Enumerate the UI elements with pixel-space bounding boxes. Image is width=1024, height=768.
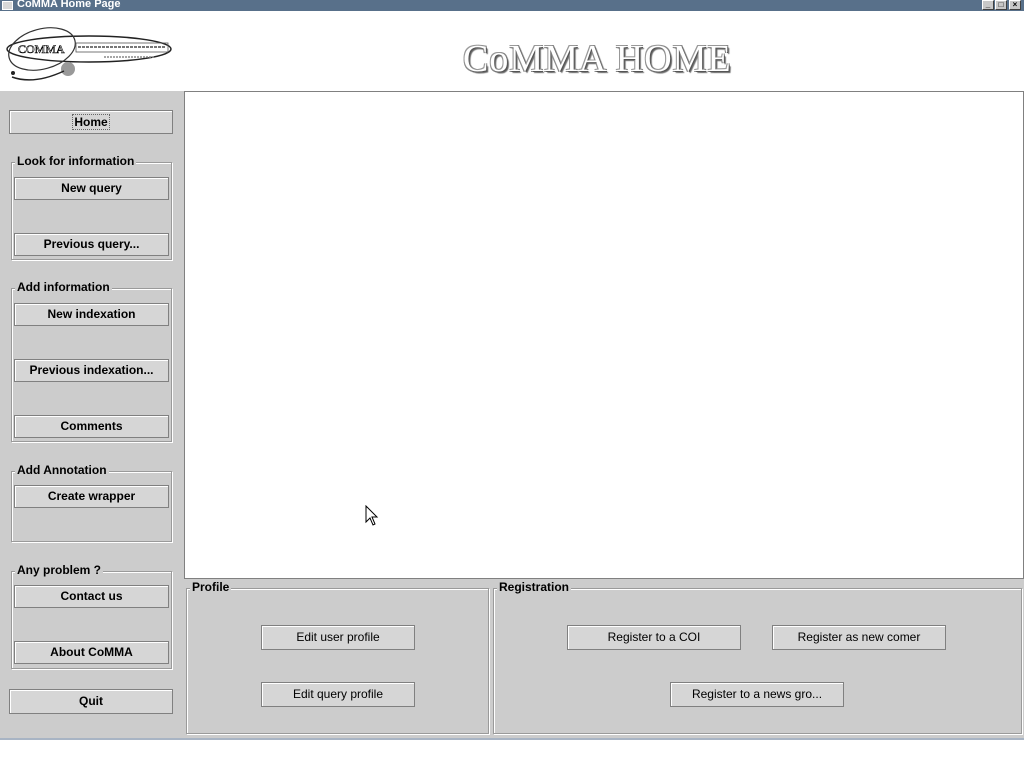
- look-for-information-group: [11, 154, 172, 260]
- profile-title: Profile: [192, 580, 230, 594]
- create-wrapper-button[interactable]: Create wrapper: [14, 485, 169, 508]
- logo-text: COMMA: [18, 42, 65, 56]
- previous-query-button[interactable]: Previous query...: [14, 233, 169, 256]
- any-problem-title: Any problem ?: [17, 563, 102, 577]
- comments-button[interactable]: Comments: [14, 415, 169, 438]
- any-problem-group: [11, 563, 172, 669]
- registration-group: [493, 580, 1022, 734]
- window-titlebar: [0, 0, 1024, 11]
- add-annotation-group: [11, 463, 172, 542]
- header: [0, 11, 1024, 91]
- edit-query-profile-button[interactable]: Edit query profile: [261, 682, 415, 707]
- new-query-button[interactable]: New query: [14, 177, 169, 200]
- add-annotation-title: Add Annotation: [17, 463, 107, 477]
- page-title: CoMMA HOME: [463, 38, 732, 80]
- mouse-cursor-icon: [365, 505, 379, 527]
- main-content-panel[interactable]: [184, 91, 1024, 579]
- app-icon: [2, 1, 13, 10]
- register-new-comer-button[interactable]: Register as new comer: [772, 625, 946, 650]
- minimize-button[interactable]: _: [982, 0, 994, 10]
- maximize-button[interactable]: □: [995, 0, 1007, 10]
- look-for-information-title: Look for information: [17, 154, 135, 168]
- register-coi-button[interactable]: Register to a COI: [567, 625, 741, 650]
- register-news-group-button[interactable]: Register to a news gro...: [670, 682, 844, 707]
- close-button[interactable]: ×: [1009, 0, 1021, 10]
- bottom-panel: [184, 579, 1024, 738]
- about-comma-button[interactable]: About CoMMA: [14, 641, 169, 664]
- comma-logo: [4, 19, 174, 85]
- profile-group: [186, 580, 489, 734]
- edit-user-profile-button[interactable]: Edit user profile: [261, 625, 415, 650]
- previous-indexation-button[interactable]: Previous indexation...: [14, 359, 169, 382]
- new-indexation-button[interactable]: New indexation: [14, 303, 169, 326]
- home-button-label: Home: [74, 115, 108, 129]
- registration-title: Registration: [499, 580, 570, 594]
- contact-us-button[interactable]: Contact us: [14, 585, 169, 608]
- sidebar: [0, 91, 184, 738]
- add-information-title: Add information: [17, 280, 110, 294]
- window-title: CoMMA Home Page: [17, 0, 121, 10]
- add-information-group: [11, 280, 172, 442]
- quit-button[interactable]: Quit: [9, 689, 173, 714]
- status-bar: [0, 738, 1024, 768]
- home-button[interactable]: [9, 110, 173, 134]
